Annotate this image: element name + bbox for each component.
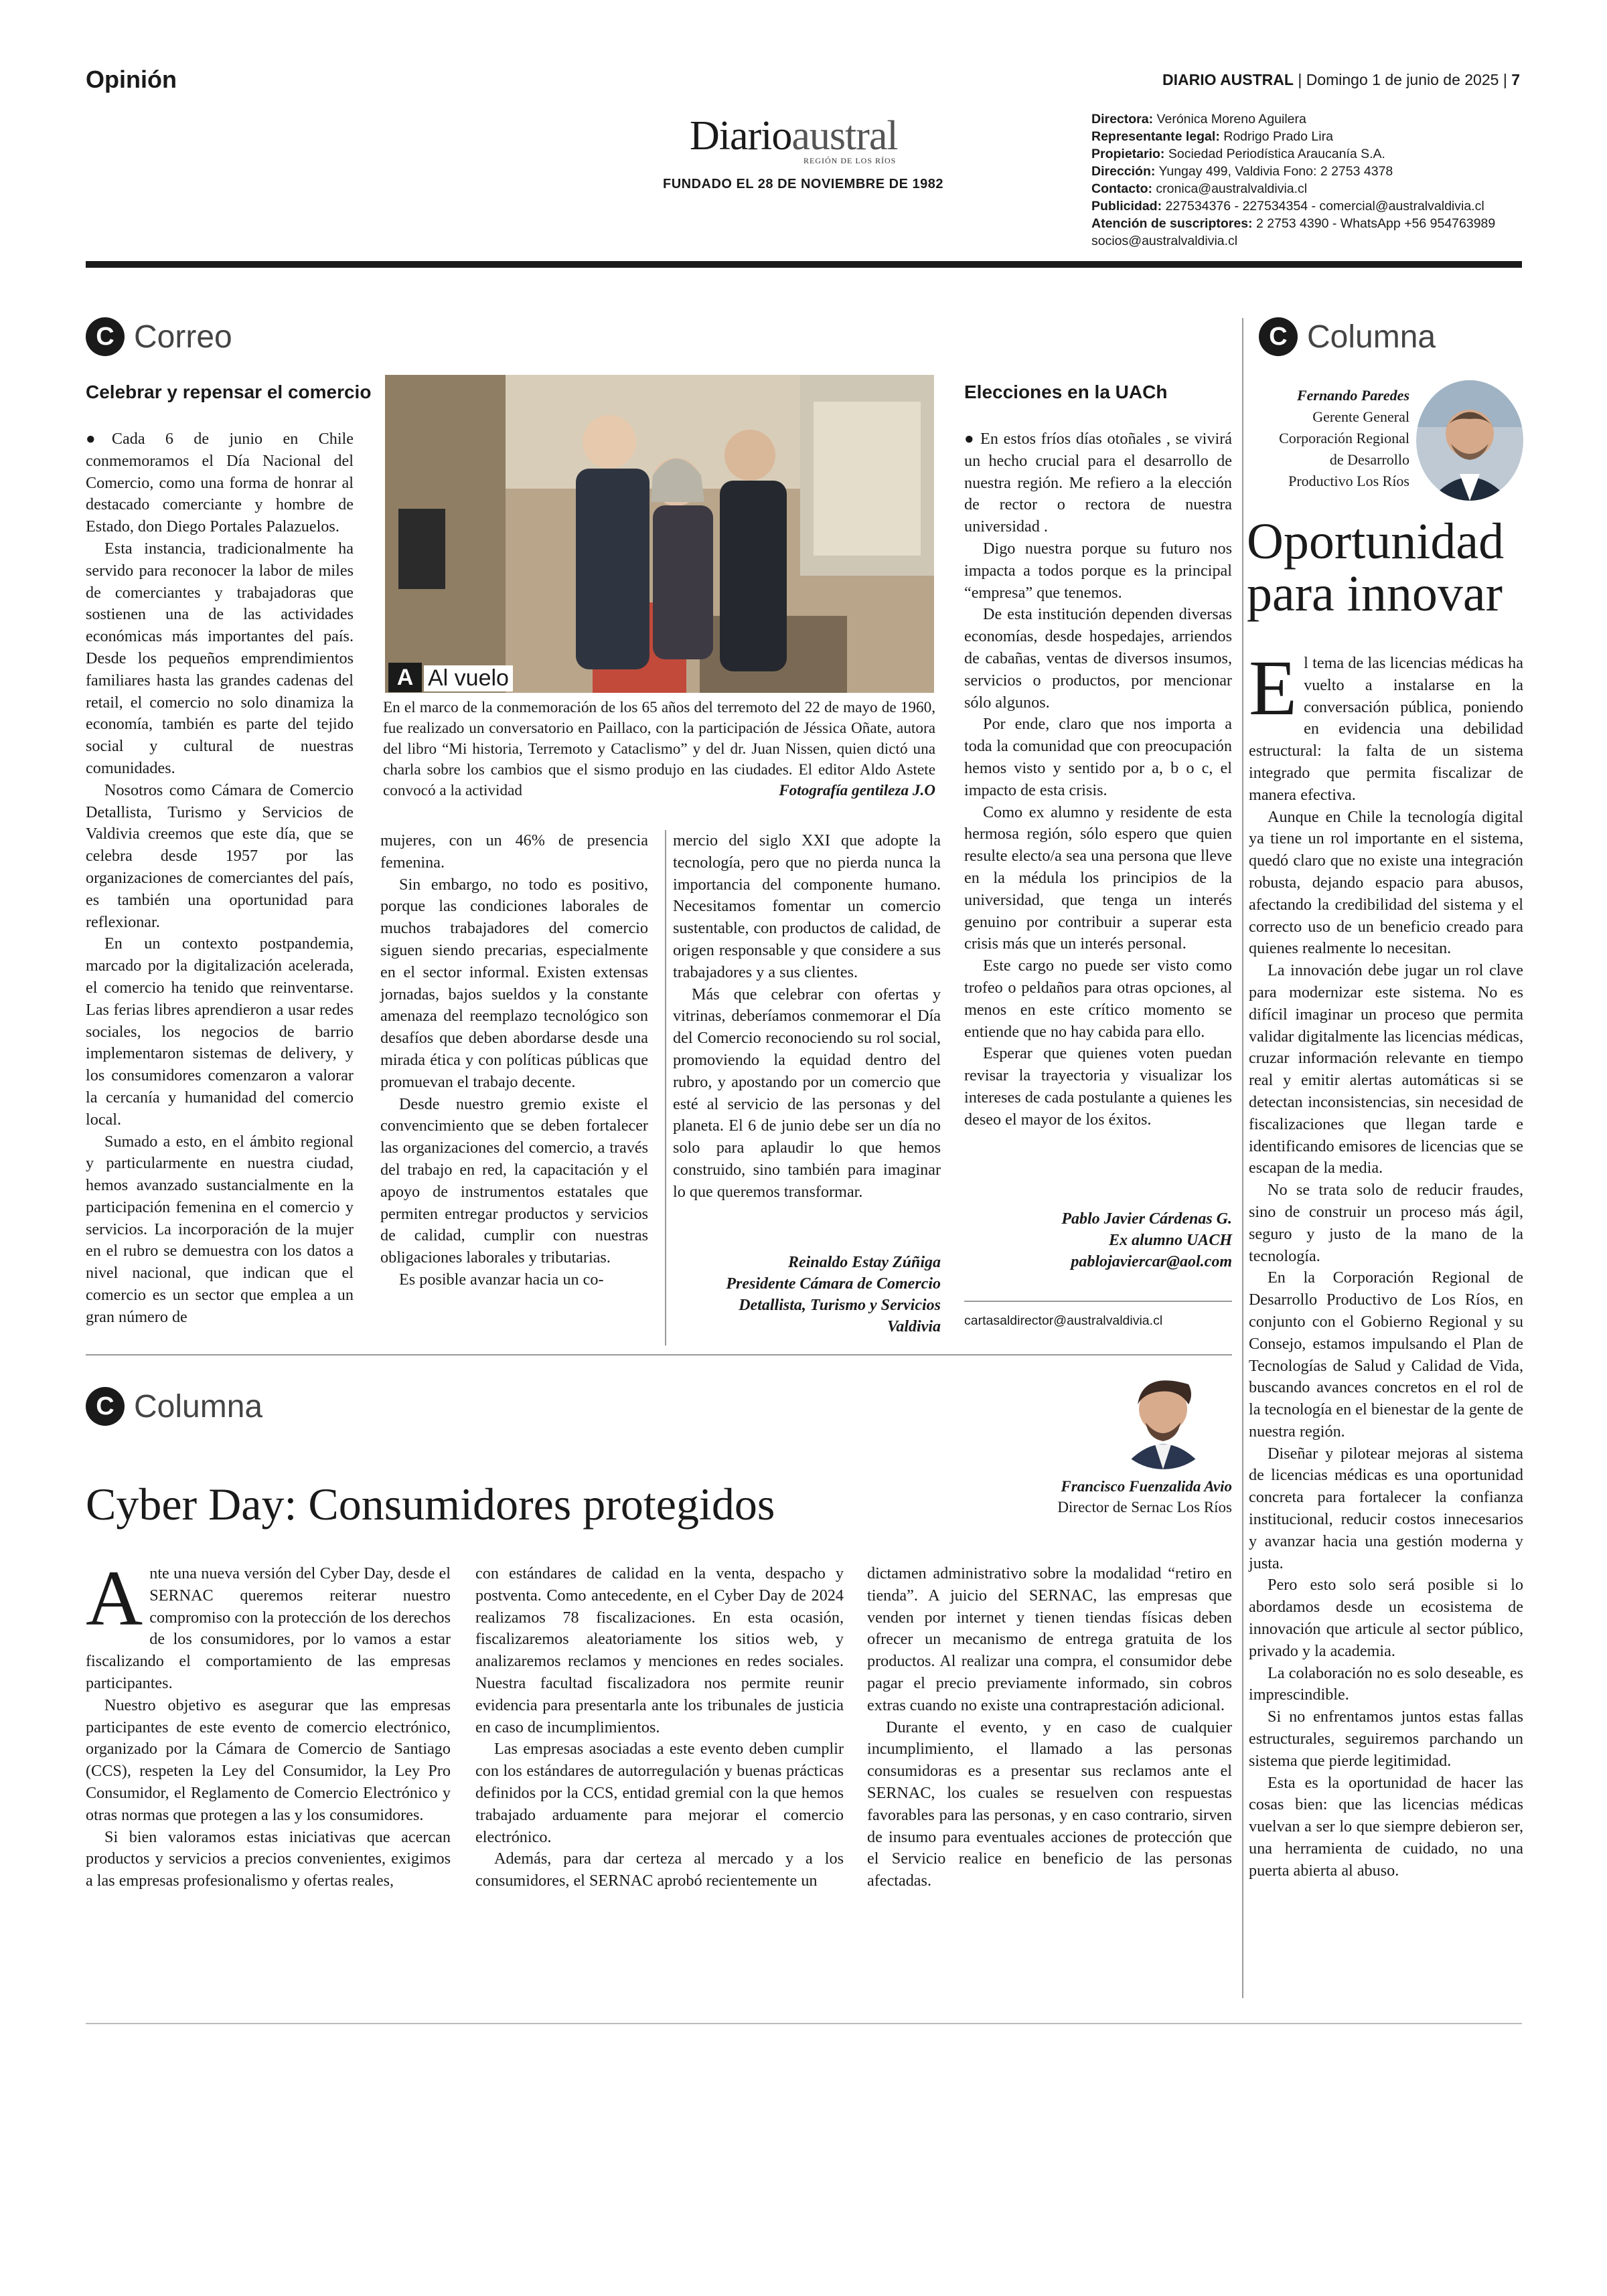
footer-rule bbox=[86, 2023, 1522, 2024]
letter1-signature bbox=[673, 1252, 941, 1337]
paragraph: mujeres, con un 46% de presencia femenina. bbox=[380, 831, 648, 872]
paragraph: Durante el evento, y en caso de cualquier incumplimiento, el llamado a las personas consumidoras es a presentar sus reclamos ante el SERNAC, los cuales se resuelven con respuestas favorables para las personas, y en caso contrario, sirven de insumo para eventuales acciones de protección que el Servicio realice en beneficio de las personas afectadas. bbox=[867, 1718, 1232, 1890]
paragraph: Es posible avanzar hacia un co- bbox=[399, 1270, 604, 1289]
header-rule bbox=[86, 261, 1522, 268]
staff-line: Contacto: cronica@australvaldivia.cl bbox=[1091, 181, 1308, 196]
avatar bbox=[1416, 380, 1523, 501]
photo-caption: En el marco de la conmemoración de los 65 años del terremoto del 22 de mayo de 1960, fue realizado un conversatorio en Paillaco, con la participación de Jéssica Oñate, autora del libro “Mi historia, Terremoto y Cataclismo” y del dr. Juan Nissen, quien dictó una charla sobre los cambios que el sismo produjo en las ciudades. El editor Aldo Astete convocó a la actividad bbox=[383, 699, 935, 799]
paragraph: Este cargo no puede ser visto como trofeo o peldaños para otras opciones, al menos en este crítico momento se entiende que no hay cabida para ello. bbox=[964, 957, 1232, 1041]
columna-cyber-head bbox=[86, 1387, 262, 1426]
c-badge-icon: C bbox=[1259, 317, 1298, 356]
letter1-headline: Celebrar y repensar el comercio bbox=[86, 382, 372, 402]
paragraph: Las empresas asociadas a este evento deben cumplir con los estándares de autorregulación y buenas prácticas definidos por la CCS, entidad gremial con la que hemos trabajado arduamente para mejorar el comercio electrónico. bbox=[475, 1740, 844, 1846]
paragraph: Sin embargo, no todo es positivo, porque las condiciones laborales de muchos trabajadores del comercio siguen siendo precarias, especialmente en el sector informal. Existen extensas jornadas, bajos sueldos y la constante amenaza del reemplazo tecnológico son desafíos que deben abordarse desde una mirada ética y con políticas públicas que promuevan el trabajo decente. bbox=[380, 875, 648, 1091]
paragraph: Nosotros como Cámara de Comercio Detallista, Turismo y Servicios de Valdivia creemos que este día, que se celebra desde 1957 por las organizaciones de comerciantes del país, es también una oportunidad para reflexionar. bbox=[86, 781, 354, 931]
staff-line: Propietario: Sociedad Periodística Araucanía S.A. bbox=[1091, 147, 1385, 161]
paragraph: Si bien valoramos estas iniciativas que acercan productos y servicios a precios convenientes, exigimos a las empresas profesionalismo y ofertas reales, bbox=[86, 1827, 451, 1890]
paragraph: Además, para dar certeza al mercado y a los consumidores, el SERNAC aprobó recientemente un bbox=[475, 1850, 844, 1890]
signature-line: Pablo Javier Cárdenas G. bbox=[1061, 1210, 1232, 1228]
correo-title: Correo bbox=[134, 319, 232, 355]
author-portrait bbox=[1416, 380, 1523, 501]
logo-main: Diario bbox=[690, 113, 792, 159]
section-rule bbox=[1242, 318, 1243, 1998]
author-role-line: Corporación Regional bbox=[1279, 430, 1409, 446]
paragraph: De esta institución dependen diversas economías, desde hospedajes, arriendos de cabañas, ventas de diversos insumos, servicios o productos, por mencionar sólo algunos. bbox=[964, 605, 1232, 712]
paragraph: Esperar que quienes voten puedan revisar la trayectoria y visualizar los intereses de cada postulante a quienes les deseo el mayor de los éxitos. bbox=[964, 1044, 1232, 1129]
cyber-author-box bbox=[870, 1476, 1232, 1518]
letter1-col1 bbox=[86, 428, 354, 1329]
cyber-col2 bbox=[475, 1563, 844, 1892]
signature-line: Presidente Cámara de Comercio bbox=[726, 1275, 941, 1293]
author-role-line: Productivo Los Ríos bbox=[1288, 473, 1409, 489]
section-divider bbox=[86, 1354, 1232, 1356]
paragraph: La innovación debe jugar un rol clave para modernizar este sistema. No es difícil imaginar un proceso que permita validar digitalmente las licencias médicas, cruzar información relevante en tiempo real y emitir alertas automáticas si se detectan inconsistencias, sin necesidad de fiscalizaciones que llegan tarde e identificando emisores de licencias que se escapan de la media. bbox=[1249, 961, 1523, 1177]
column-title-line: Oportunidad bbox=[1247, 513, 1505, 570]
columna-cyber-title: Columna bbox=[134, 1388, 263, 1424]
page-header-right: DIARIO AUSTRAL | Domingo 1 de junio de 2025 | 7 bbox=[1162, 71, 1520, 88]
paragraph: Sumado a esto, en el ámbito regional y particularmente en nuestra ciudad, hemos avanzado sustancialmente en la participación femenina en el comercio y servicios. La incorporación de la mujer en el rubro se demuestra con los datos a nivel nacional, que indican que el comercio es un sector que emplea a un gran número de bbox=[86, 1132, 354, 1326]
paragraph: Digo nuestra porque su futuro nos impacta a todos porque es la principal “empresa” que tenemos. bbox=[964, 539, 1232, 602]
paragraph: Por ende, claro que nos importa a toda la comunidad que con preocupación hemos visto y sentido por a, b o c, el impacto de esta crisis. bbox=[964, 715, 1232, 799]
news-photo bbox=[385, 375, 934, 693]
paragraph: No se trata solo de reducir fraudes, sino de construir un proceso más ágil, seguro y justo de la mano de la tecnología. bbox=[1249, 1181, 1523, 1265]
signature-line: pablojaviercar@aol.com bbox=[1071, 1253, 1232, 1270]
letter1-col3 bbox=[673, 830, 941, 1204]
paragraph: Nuestro objetivo es asegurar que las empresas participantes de este evento de comercio electrónico, organizado por la Cámara de Comercio de Santiago (CCS), respeten la Ley del Consumidor, la Ley Pro Consumidor, el Reglamento de Comercio Electrónico y otras normas que protegen a las y los consumidores. bbox=[86, 1696, 451, 1824]
paragraph: Ante una nueva versión del Cyber Day, desde el SERNAC queremos reiterar nuestro compromiso con la protección de los derechos de los consumidores, por lo vamos a estar fiscalizando el comportamiento de las empresas participantes. bbox=[86, 1554, 451, 1692]
letter2-signature bbox=[964, 1208, 1232, 1273]
issue-date: Domingo 1 de junio de 2025 bbox=[1306, 71, 1499, 88]
paragraph: Esta instancia, tradicionalmente ha servido para reconocer la labor de miles de comerciantes y trabajadoras que sostienen una de las actividades económicas más importantes del país. Desde los pequeños emprendimientos familiares hasta las grandes cadenas del retail, el comercio no solo dinamiza la economía, también es parte del tejido social y cultural de nuestras comunidades. bbox=[86, 539, 354, 777]
paragraph: ●Cada 6 de junio en Chile conmemoramos el Día Nacional del Comercio, como una forma de honrar al destacado comerciante y hombre de Estado, don Diego Portales Palazuelos. bbox=[86, 430, 354, 536]
masthead-logo bbox=[690, 112, 898, 160]
photo-caption-block bbox=[383, 698, 935, 801]
paper-name: DIARIO AUSTRAL bbox=[1162, 71, 1294, 88]
dropcap: E bbox=[1249, 644, 1298, 732]
founded-line: FUNDADO EL 28 DE NOVIEMBRE DE 1982 bbox=[663, 177, 943, 191]
signature-line: Detallista, Turismo y Servicios bbox=[739, 1297, 941, 1314]
columna-right-title: Columna bbox=[1307, 319, 1436, 355]
author-portrait bbox=[1108, 1359, 1219, 1469]
paragraph: con estándares de calidad en la venta, despacho y postventa. Como antecedente, en el Cyber Day de 2024 realizamos 78 fiscalizaciones. En esta ocasión, fiscalizaremos aleatoriamente los sitios web, y analizaremos reclamos y menciones en redes sociales. Nuestra facultad fiscalizadora nos permite reunir evidencia para presentarla ante los tribunales de justicia en caso de incumplimientos. bbox=[475, 1564, 844, 1736]
masthead-subtitle: REGIÓN DE LOS RÍOS bbox=[804, 156, 897, 165]
staff-line: socios@australvaldivia.cl bbox=[1091, 234, 1238, 248]
paragraph: ● En estos fríos días otoñales , se vivirá un hecho crucial para el desarrollo de nuestra región. Me refiero a la elección de rector o rectora de nuestra universidad . bbox=[964, 430, 1232, 536]
author-role-line: Gerente General bbox=[1312, 408, 1409, 425]
page-number: 7 bbox=[1511, 71, 1520, 88]
paragraph: dictamen administrativo sobre la modalidad “retiro en tienda”. A juicio del SERNAC, las empresas que venden por internet y tienen tiendas físicas deben ofrecer un mecanismo de entrega gratuita de los productos. Al realizar una compra, el consumidor debe pagar el precio previamente informado, sin cobros extras cuando no existe una contraprestación adicional. bbox=[867, 1564, 1232, 1714]
paragraph: El tema de las licencias médicas ha vuelto a instalarse en la conversación pública, poniendo en evidencia una debilidad estructural: la falta de un sistema integrado que permita fiscalizar de manera efectiva. bbox=[1249, 644, 1523, 804]
section-label: Opinión bbox=[86, 66, 177, 93]
photo-credit: Fotografía gentileza J.O bbox=[779, 782, 935, 799]
paragraph: Aunque en Chile la tecnología digital ya tiene un rol importante en el sistema, quedó claro que no existe una integración robusta, dejando espacio para abusos, afectando la credibilidad del sistema y el correcto uso de un beneficio creado para quienes realmente lo necesitan. bbox=[1249, 807, 1523, 958]
letter2-body bbox=[964, 428, 1232, 1131]
paragraph: La colaboración no es solo deseable, es imprescindible. bbox=[1249, 1663, 1523, 1704]
cyber-title: Cyber Day: Consumidores protegidos bbox=[86, 1479, 775, 1530]
author-role: Director de Sernac Los Ríos bbox=[1057, 1499, 1232, 1515]
staff-box bbox=[1091, 110, 1495, 250]
dropcap: A bbox=[86, 1554, 143, 1642]
column-right-body bbox=[1249, 644, 1523, 1882]
author-box bbox=[1259, 385, 1409, 492]
paragraph: Esta es la oportunidad de hacer las cosas bien: que las licencias médicas vuelvan a ser lo que siempre debieron ser, una herramienta de cuidado, no una puerta abierta al abuso. bbox=[1249, 1773, 1523, 1880]
paragraph: Diseñar y pilotear mejoras al sistema de licencias médicas es una oportunidad concreta para fortalecer la confianza institucional, reducir costos innecesarios y avanzar hacia una gestión moderna y justa. bbox=[1249, 1444, 1523, 1572]
avatar bbox=[1108, 1359, 1219, 1469]
logo-light: austral bbox=[791, 113, 898, 159]
paragraph: Si no enfrentamos juntos estas fallas estructurales, seguiremos parchando un sistema que pierde legitimidad. bbox=[1249, 1708, 1523, 1770]
signature-line: Reinaldo Estay Zúñiga bbox=[787, 1254, 941, 1271]
paragraph: Desde nuestro gremio existe el convencimiento que se deben fortalecer las organizaciones del comercio, a través del trabajo en red, la capacitación y el apoyo de instrumentos estatales que permiten entregar productos y servicios de calidad, cumplir con nuestras obligaciones laborales y tributarias. bbox=[380, 1094, 648, 1267]
cyber-col1 bbox=[86, 1554, 451, 1892]
paragraph: Más que celebrar con ofertas y vitrinas, deberíamos conmemorar el Día del Comercio reconociendo su rol social, promoviendo la equidad dentro del rubro, y apostando por un comercio que esté al servicio de las personas y del planeta. El 6 de junio debe ser un día no solo para aplaudir lo que hemos construido, sino también para imaginar lo que queremos transformar. bbox=[673, 985, 941, 1201]
column-title bbox=[1247, 515, 1504, 620]
photo-image bbox=[385, 375, 934, 693]
staff-line: Publicidad: 227534376 - 227534354 - comercial@australvaldivia.cl bbox=[1091, 199, 1484, 214]
staff-line: Atención de suscriptores: 2 2753 4390 - WhatsApp +56 954763989 bbox=[1091, 216, 1496, 231]
cyber-col3 bbox=[867, 1563, 1232, 1892]
c-badge-icon: C bbox=[86, 1387, 125, 1426]
letters-email[interactable]: cartasaldirector@australvaldivia.cl bbox=[964, 1313, 1163, 1328]
photo-badge: A bbox=[388, 663, 422, 692]
columna-right-head bbox=[1259, 317, 1436, 356]
author-name: Francisco Fuenzalida Avio bbox=[1061, 1478, 1232, 1495]
paragraph: mercio del siglo XXI que adopte la tecnología, pero que no pierda nunca la importancia del componente humano. Necesitamos fomentar un comercio sustentable, con productos de calidad, de origen responsable y que considere a sus trabajadores y a sus clientes. bbox=[673, 831, 941, 981]
email-rule bbox=[964, 1301, 1232, 1302]
staff-line: Dirección: Yungay 499, Valdivia Fono: 2 2753 4378 bbox=[1091, 164, 1393, 179]
paragraph: En la Corporación Regional de Desarrollo Productivo de Los Ríos, en conjunto con el Gobierno Regional y su Consejo, estamos impulsando el Plan de Tecnologías de Salud y Calidad de Vida, buscando avances concretos en el rol de la tecnología en el bienestar de la gente de nuestra región. bbox=[1249, 1268, 1523, 1441]
letter2-headline: Elecciones en la UACh bbox=[964, 382, 1168, 402]
paragraph: Como ex alumno y residente de esta hermosa región, sólo espero que quien resulte electo/a sea una persona que lleve en la médula los principios de la universidad, que tenga un interés genuino por contribuir a superar esta crisis más que un interés personal. bbox=[964, 803, 1232, 953]
column-title-line: para innovar bbox=[1247, 566, 1503, 622]
paragraph: En un contexto postpandemia, marcado por la digitalización acelerada, el comercio ha tenido que reinventarse. Las ferias libres aprendieron a usar redes sociales, los negocios de barrio implementaron sistemas de delivery, y los consumidores comenzaron a valorar la cercanía y humanidad del comercio local. bbox=[86, 934, 354, 1129]
author-name: Fernando Paredes bbox=[1296, 387, 1409, 404]
signature-line: Valdivia bbox=[887, 1318, 941, 1335]
correo-section-head bbox=[86, 317, 232, 356]
paragraph: Pero esto solo será posible si lo abordamos desde un ecosistema de innovación que articule al sector público, privado y la academia. bbox=[1249, 1576, 1523, 1660]
staff-line: Representante legal: Rodrigo Prado Lira bbox=[1091, 129, 1333, 144]
staff-line: Directora: Verónica Moreno Aguilera bbox=[1091, 112, 1306, 127]
letter1-col2 bbox=[380, 830, 648, 1291]
photo-tag: Al vuelo bbox=[424, 665, 513, 691]
signature-line: Ex alumno UACH bbox=[1108, 1232, 1232, 1249]
c-badge-icon: C bbox=[86, 317, 125, 356]
column-rule bbox=[665, 830, 666, 1345]
author-role-line: de Desarrollo bbox=[1329, 451, 1409, 468]
